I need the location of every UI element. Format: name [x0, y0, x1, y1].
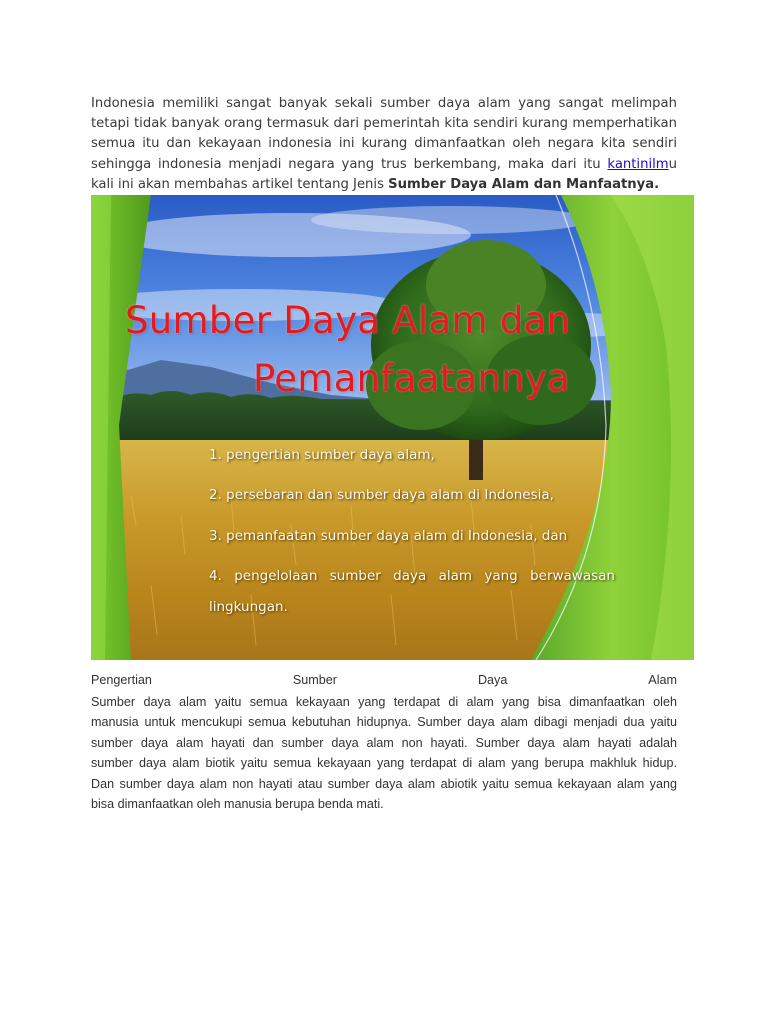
- kantinilmu-link[interactable]: kantinilm: [607, 156, 669, 172]
- section-heading: [91, 673, 677, 687]
- paragraph-line: sumber daya alam hayati dan sumber daya alam non hayati. Sumber daya alam hayati adalah: [91, 735, 677, 750]
- paragraph-line: Dan sumber daya alam non hayati atau sumber daya alam abiotik yaitu semua kekayaan alam yang: [91, 776, 677, 791]
- banner-image: [91, 195, 694, 660]
- heading-word: Alam: [648, 673, 677, 687]
- intro-bold-title: Sumber Daya Alam dan Manfaatnya.: [388, 176, 660, 192]
- paragraph-line: bisa dimanfaatkan oleh manusia berupa benda mati.: [91, 797, 384, 812]
- item4-word: daya: [393, 568, 427, 584]
- paragraph-line: Sumber daya alam yaitu semua kekayaan yang terdapat di alam yang bisa dimanfaatkan oleh: [91, 695, 677, 709]
- landscape-illustration: [91, 195, 694, 660]
- banner-list-item-1: 1. pengertian sumber daya alam,: [209, 447, 435, 463]
- banner-title-line2: Pemanfaatannya: [253, 357, 571, 400]
- paragraph-line: manusia untuk mencukupi semua kebutuhan hidupnya. Sumber daya alam dibagi menjadi dua yaitu: [91, 715, 677, 730]
- section-paragraph: [91, 692, 677, 814]
- banner-list-item-3: 3. pemanfaatan sumber daya alam di Indonesia, dan: [209, 528, 568, 544]
- intro-text-continued: u kali ini akan membahas artikel tentang Jenis: [91, 156, 677, 192]
- item4-word: alam: [438, 568, 473, 584]
- heading-word: Daya: [477, 673, 508, 687]
- banner-list-item-2: 2. persebaran dan sumber daya alam di Indonesia,: [209, 487, 554, 503]
- item4-word: berwawasan: [530, 568, 615, 584]
- heading-word: Pengertian: [91, 673, 152, 687]
- item4-word: pengelolaan: [234, 568, 318, 584]
- paragraph-line: sumber daya alam biotik yaitu semua kekayaan yang terdapat di alam yang berupa makhluk hidup.: [91, 756, 677, 771]
- banner-list-item-4-continuation: lingkungan.: [209, 599, 288, 615]
- item4-word: yang: [484, 568, 518, 584]
- heading-word: Sumber: [292, 673, 337, 687]
- intro-paragraph: [91, 94, 677, 195]
- banner-list-item-4: [209, 568, 615, 584]
- item4-word: sumber: [329, 568, 381, 584]
- banner-title-line1: Sumber Daya Alam dan: [125, 299, 571, 342]
- intro-text: Indonesia memiliki sangat banyak sekali sumber daya alam yang sangat melimpah tetapi tidak banyak orang termasuk dari pemerintah kita sendiri kurang memperhatikan semua itu dan kekayaan indonesia ini kurang dimanfaatkan oleh negara kita sendiri sehingga indonesia menjadi negara yang trus berkembang, maka dari itu: [91, 96, 677, 172]
- item4-word: 4.: [209, 568, 222, 584]
